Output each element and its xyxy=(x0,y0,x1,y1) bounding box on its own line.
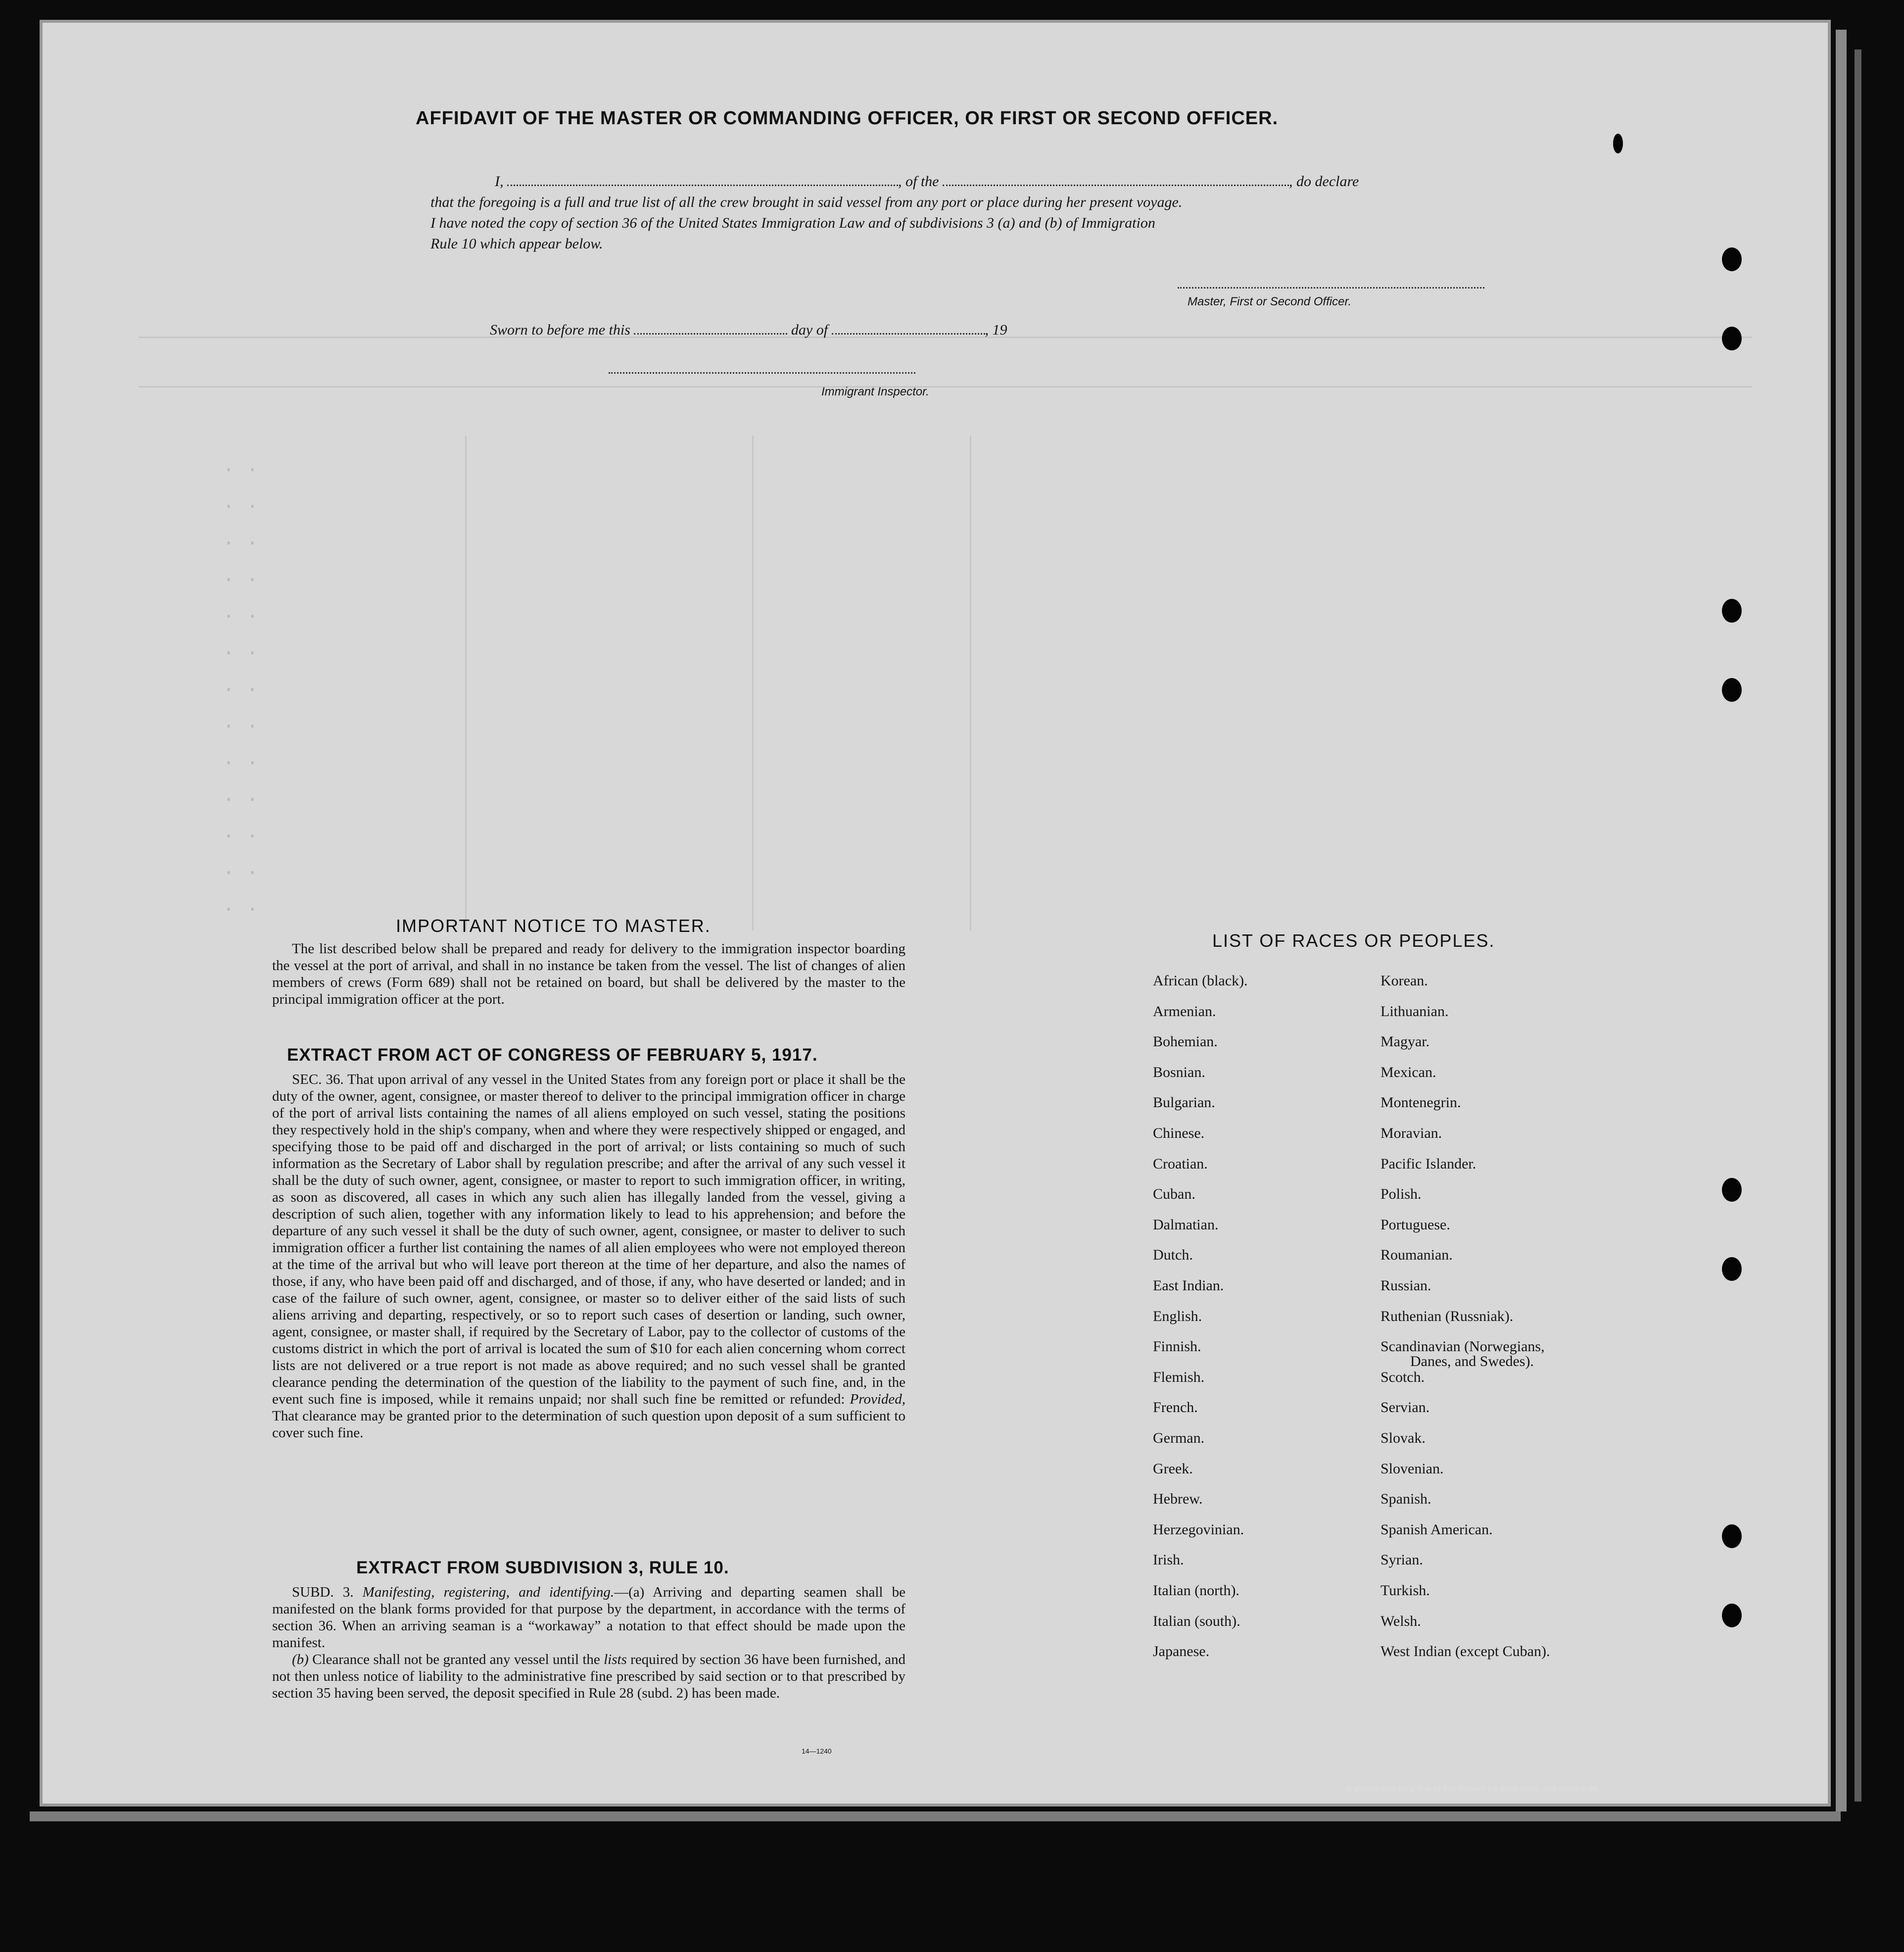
binder-hole xyxy=(1722,247,1742,271)
vessel-blank xyxy=(943,174,1289,186)
act-extract-title: EXTRACT FROM ACT OF CONGRESS OF FEBRUARY 5, 1917. xyxy=(287,1045,818,1065)
bleed-through-dot: . . xyxy=(223,748,259,771)
race-item: Herzegovinian. xyxy=(1153,1521,1244,1538)
bleed-through-dot: . . xyxy=(223,895,259,917)
sworn-line xyxy=(490,322,1007,339)
notice-text xyxy=(272,940,905,1008)
name-blank xyxy=(507,174,898,186)
subd-b-text-1: Clearance shall not be granted any vessel until the xyxy=(312,1652,600,1667)
race-item: Montenegrin. xyxy=(1380,1094,1461,1111)
rule-extract-text xyxy=(272,1584,905,1702)
subd-b-text-2: required by section 36 have been furnished, and not then unless notice of liability to the administrative fine prescribed by said section or to that prescribed by section 35 having been served, the deposit specified in Rule 28 (subd. 2) has been made. xyxy=(272,1652,906,1701)
race-item: Scotch. xyxy=(1380,1368,1425,1385)
bleed-through-dot: . . xyxy=(223,822,259,844)
race-item: Scandinavian (Norwegians, xyxy=(1380,1338,1545,1355)
sworn-text: Sworn to before me this xyxy=(490,322,630,338)
affidavit-do-declare: , do declare xyxy=(1289,173,1359,190)
race-item: Irish. xyxy=(1153,1552,1184,1568)
race-item: Finnish. xyxy=(1153,1338,1201,1355)
day-of-text: day of xyxy=(791,322,828,338)
race-item: Dutch. xyxy=(1153,1247,1193,1264)
binder-hole xyxy=(1722,599,1742,623)
bleed-through-dot: . . xyxy=(223,492,259,514)
bleed-through-dot: . . xyxy=(223,638,259,661)
bleed-through-dot: . . xyxy=(223,455,259,478)
race-item: Russian. xyxy=(1380,1277,1431,1294)
race-item: Turkish. xyxy=(1380,1582,1430,1599)
race-item: English. xyxy=(1153,1308,1202,1324)
bleed-through-column xyxy=(752,436,754,930)
bleed-through-dot: . . xyxy=(223,712,259,734)
race-item: Hebrew. xyxy=(1153,1491,1203,1508)
bleed-through-dot: . . xyxy=(223,602,259,624)
race-item: Mexican. xyxy=(1380,1064,1436,1080)
race-item: Servian. xyxy=(1380,1399,1430,1416)
race-item: Dalmatian. xyxy=(1153,1216,1219,1233)
bleed-through-column xyxy=(970,436,971,930)
race-item: Syrian. xyxy=(1380,1552,1423,1568)
affidavit-of-the: , of the xyxy=(898,173,939,190)
race-item: Bosnian. xyxy=(1153,1064,1205,1080)
race-item: Polish. xyxy=(1380,1186,1422,1203)
race-item: Italian (south). xyxy=(1153,1612,1240,1629)
race-item: Slovak. xyxy=(1380,1430,1426,1446)
bleed-through-heading xyxy=(257,114,268,150)
inspector-signature-line xyxy=(609,372,915,374)
race-item: Bulgarian. xyxy=(1153,1094,1215,1111)
race-item: Greek. xyxy=(1153,1460,1193,1477)
race-item: Bohemian. xyxy=(1153,1033,1218,1050)
race-item: Moravian. xyxy=(1380,1125,1442,1141)
race-item: Lithuanian. xyxy=(1380,1003,1449,1020)
race-item: Magyar. xyxy=(1380,1033,1430,1050)
form-code: 14—1240 xyxy=(802,1747,832,1755)
affidavit-statement: that the foregoing is a full and true list of all the crew brought in said vessel from any port or place during her present voyage. xyxy=(430,194,1183,210)
races-title: LIST OF RACES OR PEOPLES. xyxy=(1212,930,1495,951)
bleed-through-column xyxy=(465,436,467,930)
race-item: Italian (north). xyxy=(1153,1582,1239,1599)
race-item: Korean. xyxy=(1380,973,1428,989)
master-signature-line xyxy=(1178,287,1484,289)
race-item: Chinese. xyxy=(1153,1125,1205,1141)
binder-hole xyxy=(1722,1524,1742,1548)
race-item: West Indian (except Cuban). xyxy=(1380,1643,1550,1660)
notice-title: IMPORTANT NOTICE TO MASTER. xyxy=(396,916,711,936)
affidavit-i: I, xyxy=(495,173,504,190)
race-item: Flemish. xyxy=(1153,1368,1205,1385)
race-item: Spanish American. xyxy=(1380,1521,1493,1538)
bleed-through-dot: . . xyxy=(223,529,259,551)
race-item: African (black). xyxy=(1153,973,1248,989)
paper-edge-right xyxy=(1836,30,1847,1811)
day-blank xyxy=(634,322,787,335)
affidavit-declaration-line xyxy=(495,173,1359,190)
race-item: Pacific Islander. xyxy=(1380,1155,1476,1172)
race-item: Spanish. xyxy=(1380,1491,1431,1508)
inspector-caption: Immigrant Inspector. xyxy=(821,385,929,398)
subd-b-label: (b) xyxy=(292,1652,309,1667)
binder-hole xyxy=(1722,1257,1742,1281)
affidavit-rule-note: Rule 10 which appear below. xyxy=(430,236,603,252)
race-item: East Indian. xyxy=(1153,1277,1224,1294)
bleed-through-dot: . . xyxy=(223,785,259,807)
binder-hole xyxy=(1722,1178,1742,1202)
bleed-through-dot: . . xyxy=(223,565,259,587)
rule-extract-title: EXTRACT FROM SUBDIVISION 3, RULE 10. xyxy=(356,1558,729,1577)
binder-hole xyxy=(1722,678,1742,702)
fine-note: is punishable by a fine of Ten Dollars for each alien. See other side. xyxy=(1346,1785,1599,1793)
bleed-through-dot: . . xyxy=(223,675,259,697)
year-text: , 19 xyxy=(985,322,1007,338)
race-item: Roumanian. xyxy=(1380,1247,1453,1264)
race-item: Croatian. xyxy=(1153,1155,1208,1172)
race-item: French. xyxy=(1153,1399,1198,1416)
bleed-through-dot: . . xyxy=(223,858,259,880)
provided-word: Provided, xyxy=(850,1391,905,1407)
race-item-continuation: Danes, and Swedes). xyxy=(1410,1353,1534,1370)
section-36-end: That clearance may be granted prior to the determination of such question upon deposit of a sum sufficient to cover such fine. xyxy=(272,1408,905,1441)
subd-a-text: —(a) Arriving and departing seamen shall be manifested on the blank forms provided for that purpose by the department, in accordance with the terms of section 36. When an arriving seaman is a “workaway” a notation to that effect should be made upon the manifest. xyxy=(272,1584,905,1651)
race-item: German. xyxy=(1153,1430,1205,1446)
act-extract-text xyxy=(272,1071,905,1441)
bleed-through-rule xyxy=(139,386,1752,388)
affidavit-section-note: I have noted the copy of section 36 of the United States Immigration Law and of subdivisions 3 (a) and (b) of Immigration xyxy=(430,215,1155,231)
race-item: Ruthenian (Russniak). xyxy=(1380,1308,1514,1324)
subd-heading: Manifesting, registering, and identifying. xyxy=(362,1584,615,1600)
bleed-through-rows xyxy=(223,455,341,950)
lists-word: lists xyxy=(604,1652,627,1667)
race-item: Slovenian. xyxy=(1380,1460,1444,1477)
binder-hole xyxy=(1722,327,1742,350)
binder-hole xyxy=(1613,134,1623,153)
subd-label: SUBD. 3. xyxy=(292,1584,354,1600)
binder-hole xyxy=(1722,1604,1742,1627)
paper-edge-right-2 xyxy=(1855,49,1861,1802)
section-label: SEC. 36. xyxy=(292,1072,344,1087)
master-caption: Master, First or Second Officer. xyxy=(1188,295,1352,308)
race-item: Portuguese. xyxy=(1380,1216,1450,1233)
paper-edge-bottom xyxy=(30,1811,1841,1821)
race-item: Armenian. xyxy=(1153,1003,1216,1020)
affidavit-title: AFFIDAVIT OF THE MASTER OR COMMANDING OFFICER, OR FIRST OR SECOND OFFICER. xyxy=(416,108,1279,129)
race-item: Welsh. xyxy=(1380,1612,1421,1629)
race-item: Cuban. xyxy=(1153,1186,1195,1203)
notice-paragraph: The list described below shall be prepared and ready for delivery to the immigration inspector boarding the vessel at the port of arrival, and shall in no instance be taken from the vessel. The list of changes of alien members of crews (Form 689) shall not be retained on board, but shall be delivered by the master to the principal immigration officer at the port. xyxy=(272,941,905,1007)
section-36-text: That upon arrival of any vessel in the United States from any foreign port or place it shall be the duty of the owner, agent, consignee, or master thereof to deliver to the principal immigration officer in charge of the port of arrival lists containing the names of all aliens employed on such vessel, stating the positions they respectively hold in the ship's company, when and where they were respectively shipped or engaged, and specifying those to be paid off and discharged in the port of arrival; or lists containing so much of such information as the Secretary of Labor shall by regulation prescribe; and after the arrival of any such vessel it shall be the duty of such owner, agent, consignee, or master to report to such immigration officer, in writing, as soon as discovered, all cases in which any such alien has illegally landed from the vessel, giving a description of such alien, together with any information likely to lead to his apprehension; and before the departure of any such vessel it shall be the duty of such owner, agent, consignee, or master to deliver to such immigration officer a further list containing the names of all alien employees who were not employed thereon at the time of the arrival but who will leave port thereon at the time of her departure, and also the names of those, if any, who have been paid off and discharged, and of those, if any, who have deserted or landed; and in case of the failure of such owner, agent, consignee, or master so to deliver either of the said lists of such aliens arriving and departing, respectively, or so to report such cases of desertion or landing, such owner, agent, consignee, or master shall, if required by the Secretary of Labor, pay to the collector of customs of the customs district in which the port of arrival is located the sum of $10 for each alien concerning whom correct lists are not delivered or a true report is not made as above required; and no such vessel shall be granted clearance pending the determination of the question of the liability to the payment of such fine, and, in the event such fine is imposed, while it remains unpaid; nor shall such fine be remitted or refunded: xyxy=(272,1072,905,1407)
race-item: Japanese. xyxy=(1153,1643,1210,1660)
document-page xyxy=(40,20,1831,1806)
month-blank xyxy=(832,322,985,335)
